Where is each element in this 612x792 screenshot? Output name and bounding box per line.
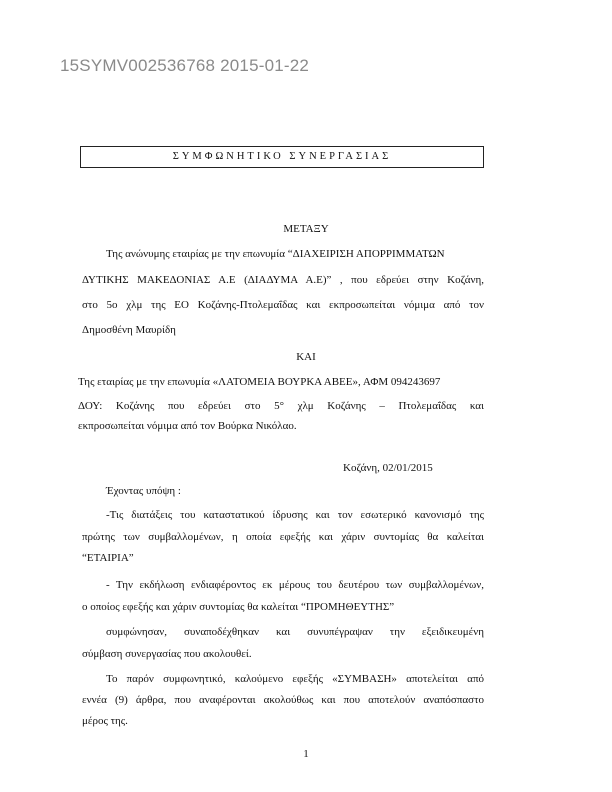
and-heading: ΚΑΙ bbox=[296, 351, 316, 363]
place-date: Κοζάνη, 02/01/2015 bbox=[343, 462, 433, 474]
party2-line-1: Της εταιρίας με την επωνυμία «ΛΑΤΟΜΕΙΑ ΒΟΥΡΚΑ ΑΒΕΕ», ΑΦΜ 094243697 bbox=[78, 376, 441, 388]
agreed-line-2: σύμβαση συνεργασίας που ακολουθεί. bbox=[82, 648, 252, 660]
party1-line-1: Της ανώνυμης εταιρίας με την επωνυμία “ΔΙΑΧΕΙΡΙΣΗ ΑΠΟΡΡΙΜΜΑΤΩΝ bbox=[106, 248, 445, 260]
item2-line-1: - Την εκδήλωση ενδιαφέροντος εκ μέρους του δευτέρου των συμβαλλομένων, bbox=[106, 579, 484, 591]
party1-line-4: Δημοσθένη Μαυρίδη bbox=[82, 324, 176, 336]
party2-line-3: εκπροσωπείται νόμιμα από τον Βούρκα Νικόλαο. bbox=[78, 420, 297, 432]
item1-line-1: -Τις διατάξεις του καταστατικού ίδρυσης και τον εσωτερικό κανονισμό της bbox=[106, 509, 484, 521]
document-stamp: 15SYMV002536768 2015-01-22 bbox=[60, 56, 310, 75]
party2-line-2: ΔΟΥ: Κοζάνης που εδρεύει στο 5° χλμ Κοζάνης – Πτολεμαΐδας και bbox=[78, 400, 484, 412]
agreed-line-1: συμφώνησαν, συναποδέχθηκαν και συνυπέγραψαν την εξειδικευμένη bbox=[106, 626, 484, 638]
document-title: ΣΥΜΦΩΝΗΤΙΚΟ ΣΥΝΕΡΓΑΣΙΑΣ bbox=[80, 146, 484, 168]
item2-line-2: ο οποίος εφεξής και χάριν συντομίας θα καλείται “ΠΡΟΜΗΘΕΥΤΗΣ” bbox=[82, 601, 395, 613]
contract-line-3: μέρος της. bbox=[82, 715, 128, 727]
item1-line-3: “ΕΤΑΙΡΙΑ” bbox=[82, 552, 134, 564]
considering-label: Έχοντας υπόψη : bbox=[106, 485, 181, 497]
page-number: 1 bbox=[303, 748, 309, 760]
contract-line-1: Το παρόν συμφωνητικό, καλούμενο εφεξής «ΣΥΜΒΑΣΗ» αποτελείται από bbox=[106, 673, 484, 685]
between-heading: ΜΕΤΑΞΥ bbox=[283, 223, 329, 235]
party1-line-2: ΔΥΤΙΚΗΣ ΜΑΚΕΔΟΝΙΑΣ Α.Ε (ΔΙΑΔΥΜΑ Α.Ε)” , που εδρεύει στην Κοζάνη, bbox=[82, 274, 484, 286]
item1-line-2: πρώτης των συμβαλλομένων, η οποία εφεξής και χάριν συντομίας θα καλείται bbox=[82, 531, 484, 543]
contract-line-2: εννέα (9) άρθρα, που αναφέρονται ακολούθως και που αποτελούν αναπόσπαστο bbox=[82, 694, 484, 706]
party1-line-3: στο 5ο χλμ της ΕΟ Κοζάνης-Πτολεμαΐδας και εκπροσωπείται νόμιμα από τον bbox=[82, 299, 484, 311]
